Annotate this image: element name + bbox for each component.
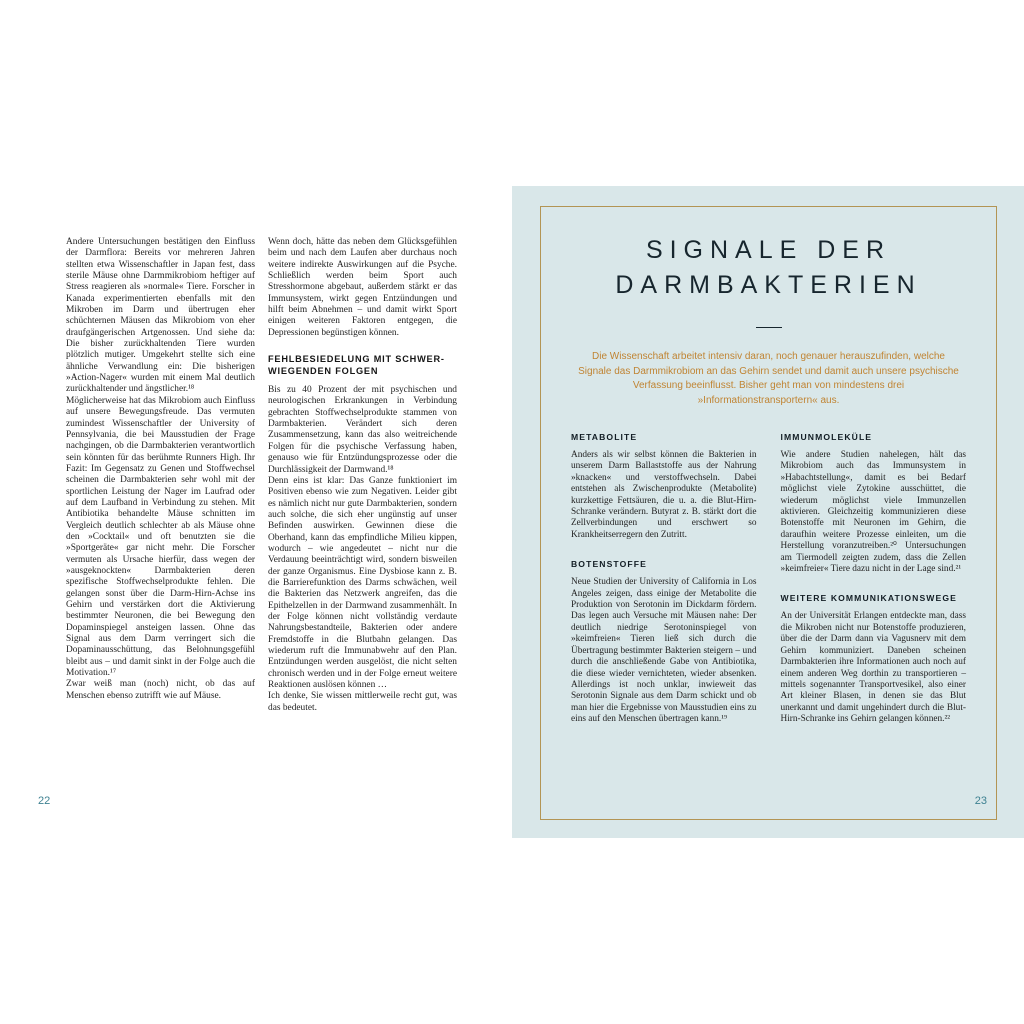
body-paragraph: Wenn doch, hätte das neben dem Glücksgefühlen beim und nach dem Laufen aber durchaus noch weitere indirekte Auswirkungen auf die Psyche. Schließlich werden beim Sport auch Stresshormone abgebaut, außerdem stärkt er das Immunsystem, wirkt gegen Entzündungen und hilft beim Abnehmen – und damit wirkt Sport einigen weiteren Faktoren entgegen, die Depressionen begünstigen können. xyxy=(268,237,457,338)
section-heading: BOTENSTOFFE xyxy=(571,559,647,570)
body-paragraph: Zwar weiß man (noch) nicht, ob das auf Menschen ebenso zutrifft wie auf Mäuse. xyxy=(66,679,255,701)
title-divider xyxy=(756,327,782,328)
panel-title xyxy=(571,233,966,303)
body-paragraph: Ich denke, Sie wissen mittlerweile recht gut, was das bedeutet. xyxy=(268,691,457,713)
info-panel xyxy=(512,186,1024,838)
panel-title-line2: DARMBAKTERIEN xyxy=(615,271,922,299)
section-heading: WEITERE KOMMUNIKATIONSWEGE xyxy=(780,593,957,604)
page-number-left: 22 xyxy=(38,795,51,807)
section-body: Anders als wir selbst können die Bakterien in unserem Darm Ballaststoffe aus der Nahrung »knacken« und verstoffwechseln. Dabei entstehen als Zwischenprodukte (Metabolite) kurzkettige Fettsäuren, die u. a. die Blut-Hirn-Schranke verändern. Butyrat z. B. stärkt dort die Zellverbindungen und erschwert so Krankheitserregern den Zutritt. xyxy=(571,450,757,540)
section-heading-fehlbesiedelung: FEHLBESIEDELUNG MIT SCHWERWIEGENDEN FOLGEN xyxy=(268,354,444,377)
left-column-2 xyxy=(268,237,457,714)
panel-column-1 xyxy=(571,432,757,726)
page-number-right: 23 xyxy=(974,795,987,807)
section-body: Wie andere Studien nahelegen, hält das Mikrobiom auch das Immunsystem in »Habachtstellung«, damit es bei Bedarf möglichst viele Zytokine ausschüttet, die wiederum möglichst viele Immunzellen aktivieren. Gleichzeitig kommunizieren diese Botenstoffe mit Neuronen im Gehirn, die daraufhin weitere Prozesse einleiten, um die Herstellung voranzutreiben.²⁰ Untersuchungen am Tiermodell zeigten zudem, dass die Zellen »keimfreier« Tiere dazu nicht in der Lage sind.²¹ xyxy=(780,450,966,575)
section-metabolite xyxy=(571,432,757,541)
gold-frame xyxy=(540,206,997,820)
body-paragraph: Denn eins ist klar: Das Ganze funktioniert im Positiven ebenso wie zum Negativen. Leider gibt es nämlich nicht nur gute Darmbakterien, sondern auch solche, die sich eher ungünstig auf unser Befinden auswirken. Gewinnen diese die Oberhand, kann das empfindliche Milieu kippen, wodurch – wie angedeutet – nicht nur die Verdauung beeinträchtigt wird, sondern bisweilen der ganze Organismus. Eine Dysbiose kann z. B. die Barrierefunktion des Darms schwächen, weil die Bakterien das Netzwerk angreifen, das die Epithelzellen in der Darmwand zusammenhält. In der Folge können nicht vollständig verdaute Nahrungsbestandteile, Bakterien oder andere Fremdstoffe in die Blutbahn gelangen. Das wiederum ruft die Immunabwehr auf den Plan. Entzündungen werden ausgelöst, die nicht selten chronisch werden und in der Folge erneut weitere Reaktionen auslösen können … xyxy=(268,475,457,691)
body-paragraph: Andere Untersuchungen bestätigen den Einfluss der Darmflora: Bereits vor mehreren Jahren stellten etwa Wissenschaftler in Japan fest, dass sterile Mäuse ohne Darmmikrobiom heftiger auf Stress reagieren als »normale« Tiere. Forscher in Kanada experimentierten ebenfalls mit den Mikroben im Darm und übertrugen eher schüchternen Mäusen das Mikrobiom von eher draufgängerischen Artgenossen. Und siehe da: Die bisher zurückhaltenden Tiere wurden plötzlich mutiger. Umgekehrt stellte sich eine ähnliche Verwandlung ein: Die bisherigen »Action-Nager« wurden mit einem Mal deutlich zurückhaltender und ängstlicher.¹⁸ xyxy=(66,237,255,395)
section-kommunikationswege xyxy=(781,593,967,725)
section-immunmolekuele xyxy=(781,432,967,575)
left-column-1 xyxy=(66,237,255,702)
panel-columns xyxy=(571,432,966,726)
section-heading: METABOLITE xyxy=(571,432,638,442)
section-body: Neue Studien der University of California in Los Angeles zeigen, dass einige der Metabolite die Produktion von Serotonin im Dickdarm fördern. Das legen auch Versuche mit Mäusen nahe: Der deutlich niedrige Serotoninspiegel von »keimfreien« Tieren ließ sich durch die Übertragung bestimmter Bakterien steigern – und durch die anschließende Gabe von Antibiotika, die diese wieder vernichteten, wieder absenken. Allerdings ist noch unklar, inwieweit das Serotonin Signale aus dem Darm schickt und ob man hier die Ergebnisse von Mausstudien eins zu eins auf den Menschen übertragen kann.¹⁹ xyxy=(571,577,757,725)
section-body: An der Universität Erlangen entdeckte man, dass die Mikroben nicht nur Botenstoffe produzieren, über die der Darm dann via Vagusnerv mit dem Gehirn kommuniziert. Daneben scheinen Darmbakterien ihre Informationen auch noch auf einem anderen Weg dorthin zu transportieren – mittels sogenannter Transportvesikel, also einer Art kleiner Blasen, in denen sie das Blut unerkannt und damit ungehindert durch die Blut-Hirn-Schranke ins Gehirn gelangen können.²² xyxy=(780,611,966,725)
panel-title-line1: SIGNALE DER xyxy=(645,236,892,264)
section-heading: IMMUNMOLEKÜLE xyxy=(780,432,873,442)
body-paragraph: Möglicherweise hat das Mikrobiom auch Einfluss auf unsere Bewegungsfreude. Das vermuten zumindest Wissenschaftler der University of Pennsylvania, die bei Mausstudien der Frage nachgingen, ob die Darmbakterien verantwortlich sein könnten für das berühmte Runners High. Ihr Fazit: Im Gegensatz zu Genen und Stoffwechsel scheinen die Darmbakterien sehr wohl mit der sportlichen Leistung der Nager im Laufrad oder auf dem Laufband in Verbindung zu stehen. Mit Antibiotika behandelte Mäuse schnitten im Vergleich deutlich schlechter ab als Mäuse ohne den »Cocktail« und oft benutzten sie die »Sportgeräte« gar nicht mehr. Die Forscher vermuten als Ursache hierfür, dass wegen der »ausgeknockten« Darmbakterien deren spezifische Stoffwechselprodukte fehlen. Die gelangen sonst über die Darm-Hirn-Achse ins Gehirn und verstärken dort die Aktivierung bestimmter Neuronen, die bei Bewegung den Dopaminspiegel ansteigen lassen. Ohne das Signal aus dem Darm verringert sich die Dopaminausschüttung, das Belohnungsgefühl bleibt aus – und damit sinkt in der Folge auch die Motivation.¹⁷ xyxy=(66,395,255,679)
section-botenstoffe xyxy=(571,559,757,725)
panel-intro: Die Wissenschaft arbeitet intensiv daran, noch genauer herauszufinden, welche Signale das Darmmikrobiom an das Gehirn sendet und damit auch unsere psychische Verfassung beeinflusst. Bisher geht man von mindestens drei »Informationstransportern« aus. xyxy=(578,351,959,406)
body-paragraph: Bis zu 40 Prozent der mit psychischen und neurologischen Erkrankungen in Verbindung gebrachten Stoffwechselprodukte stammen von Darmbakterien. Verändert sich deren Zusammensetzung, kann das also weitreichende Folgen für die psychische Verfassung haben, genauso wie für Entzündungsprozesse oder die Durchlässigkeit der Darmwand.¹⁸ xyxy=(268,385,457,475)
panel-column-2 xyxy=(781,432,967,726)
